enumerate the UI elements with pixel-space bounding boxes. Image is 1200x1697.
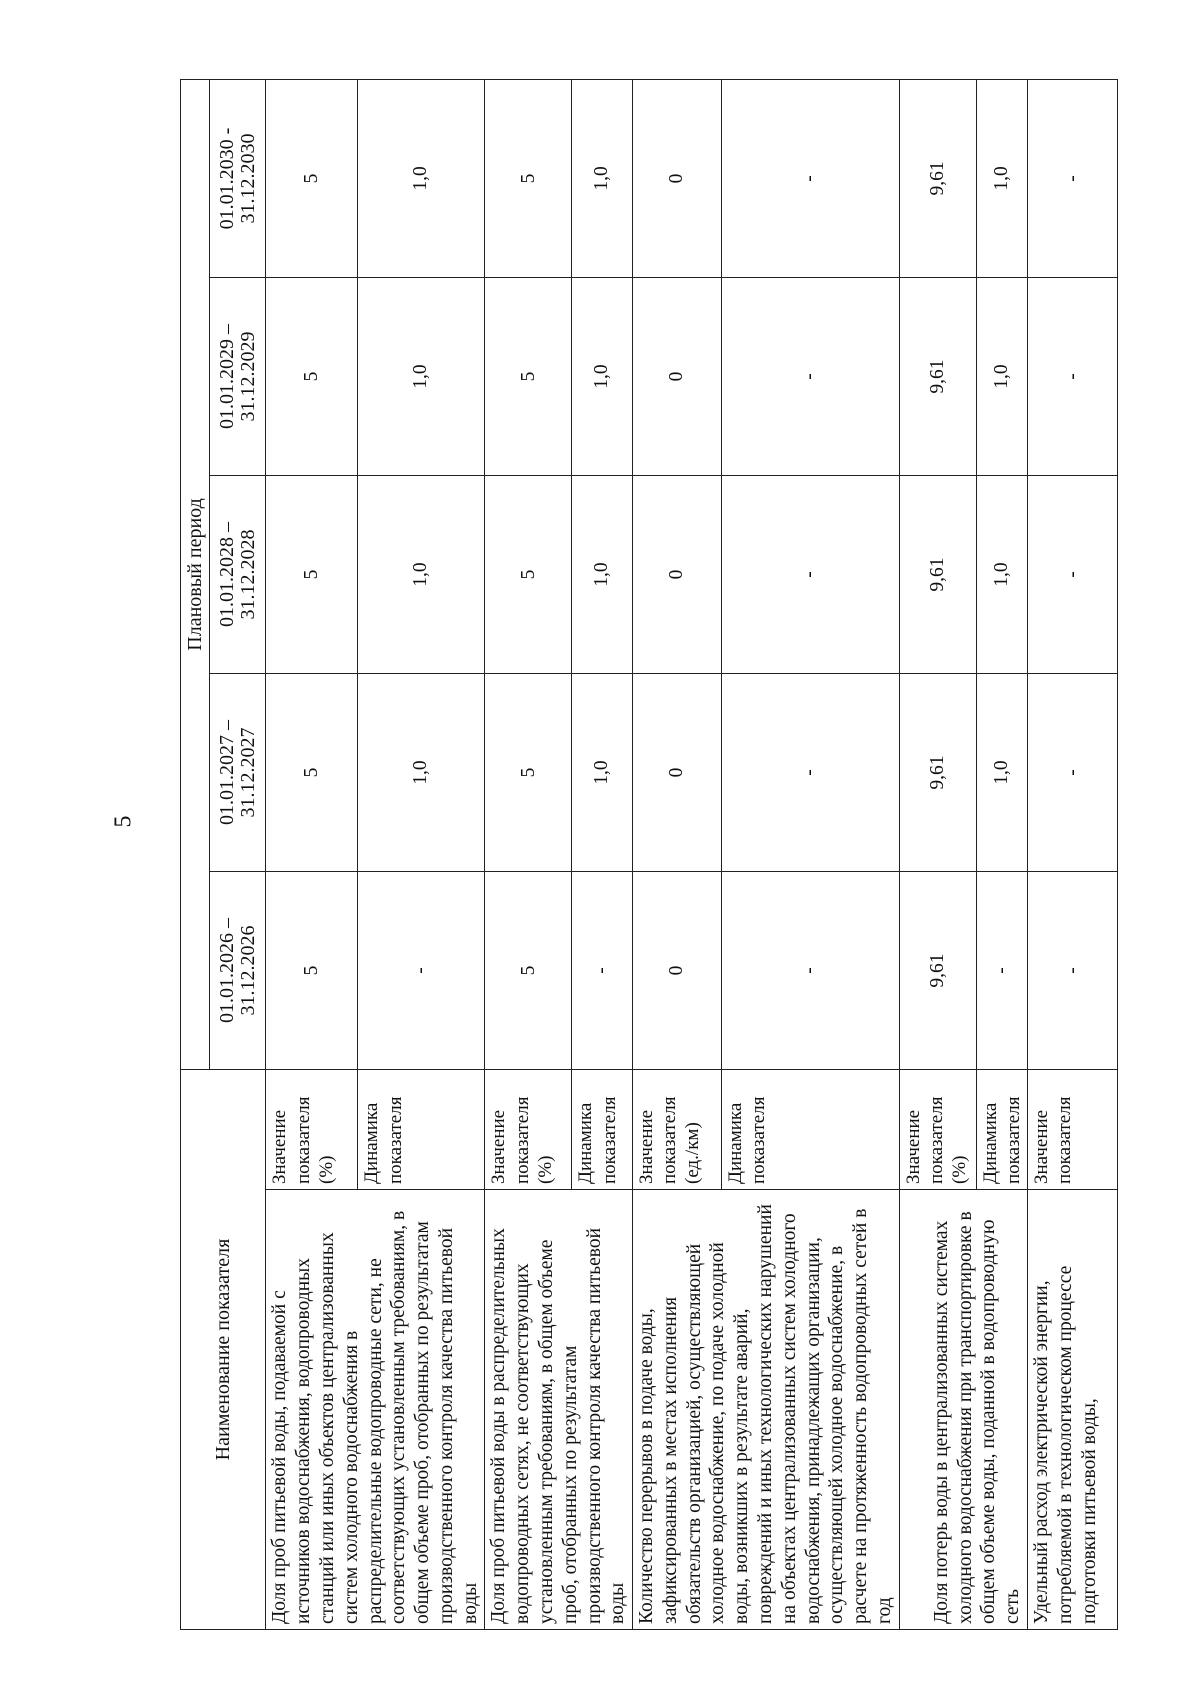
value-cell: - xyxy=(1028,79,1118,277)
value-cell: 9,61 xyxy=(899,872,976,1070)
name-column-header: Наименование показателя xyxy=(181,1070,266,1630)
value-cell: 1,0 xyxy=(976,476,1027,674)
value-cell: - xyxy=(1028,674,1118,872)
indicator-type: Динамика показателя xyxy=(976,1070,1027,1190)
value-cell: 1,0 xyxy=(358,79,485,277)
value-cell: 1,0 xyxy=(572,476,633,674)
period-header: 01.01.2028 – 31.12.2028 xyxy=(210,476,266,674)
value-cell: 0 xyxy=(633,476,721,674)
indicator-type: Динамика показателя xyxy=(572,1070,633,1190)
page-number: 5 xyxy=(110,815,137,828)
value-cell: 1,0 xyxy=(976,79,1027,277)
value-cell: - xyxy=(721,476,899,674)
indicator-type: Значение показателя (%) xyxy=(899,1070,976,1190)
value-cell: 1,0 xyxy=(572,278,633,476)
value-cell: 1,0 xyxy=(572,79,633,277)
value-cell: 5 xyxy=(485,79,572,277)
indicator-name: Удельный расход электрической энергии, потребляемой в технологическом процессе подготовки питьевой воды, xyxy=(1028,1190,1118,1630)
indicator-type: Значение показателя xyxy=(1028,1070,1118,1190)
period-header: 01.01.2026 – 31.12.2026 xyxy=(210,872,266,1070)
value-cell: 5 xyxy=(485,872,572,1070)
value-cell: 5 xyxy=(266,674,358,872)
period-header: 01.01.2027 – 31.12.2027 xyxy=(210,674,266,872)
value-cell: 5 xyxy=(266,79,358,277)
value-cell: - xyxy=(1028,872,1118,1070)
indicator-name: Доля потерь воды в централизованных системах холодного водоснабжения при транспортировке в общем объеме воды, поданной в водопроводную сеть xyxy=(899,1190,1027,1630)
value-cell: 1,0 xyxy=(358,476,485,674)
value-cell: 9,61 xyxy=(899,476,976,674)
table-row xyxy=(899,79,976,1629)
period-header: 01.01.2030 - 31.12.2030 xyxy=(210,79,266,277)
value-cell: - xyxy=(572,872,633,1070)
value-cell: 1,0 xyxy=(976,278,1027,476)
value-cell: 0 xyxy=(633,278,721,476)
value-cell: - xyxy=(358,872,485,1070)
indicator-type: Динамика показателя xyxy=(358,1070,485,1190)
value-cell: 0 xyxy=(633,79,721,277)
value-cell: 5 xyxy=(485,674,572,872)
value-cell: 0 xyxy=(633,674,721,872)
value-cell: 5 xyxy=(485,476,572,674)
indicator-type: Значение показателя (ед./км) xyxy=(633,1070,721,1190)
table-row xyxy=(266,79,358,1629)
value-cell: - xyxy=(721,674,899,872)
indicator-type: Динамика показателя xyxy=(721,1070,899,1190)
value-cell: - xyxy=(721,79,899,277)
table-row xyxy=(633,79,721,1629)
value-cell: 5 xyxy=(485,278,572,476)
indicator-name: Доля проб питьевой воды в распределительных водопроводных сетях, не соответствующих установленным требованиям, в общем объеме проб, отобранных по результатам производственного контроля качества питьевой воды xyxy=(485,1190,633,1630)
indicator-name: Доля проб питьевой воды, подаваемой с источников водоснабжения, водопроводных станций или иных объектов централизованных систем холодного водоснабжения в распределительные водопроводные сети, не соответствующих установленным требованиям, в общем объеме проб, отобранных по результатам производственного контроля качества питьевой воды xyxy=(266,1190,485,1630)
value-cell: - xyxy=(976,872,1027,1070)
period-header: 01.01.2029 – 31.12.2029 xyxy=(210,278,266,476)
table-row xyxy=(485,79,572,1629)
value-cell: 0 xyxy=(633,872,721,1070)
value-cell: 1,0 xyxy=(572,674,633,872)
value-cell: 1,0 xyxy=(358,674,485,872)
value-cell: 1,0 xyxy=(358,278,485,476)
value-cell: 9,61 xyxy=(899,79,976,277)
indicator-type: Значение показателя (%) xyxy=(485,1070,572,1190)
plan-period-header: Плановый период xyxy=(181,79,210,1069)
value-cell: - xyxy=(721,278,899,476)
value-cell: - xyxy=(1028,278,1118,476)
indicator-name: Количество перерывов в подаче воды, зафиксированных в местах исполнения обязательств организацией, осуществляющей холодное водоснабжение, по подаче холодной воды, возникших в результате аварий, повреждений и иных технологических нарушений на объектах централизованных систем холодного водоснабжения, принадлежащих организации, осуществляющей холодное водоснабжение, в расчете на протяженность водопроводных сетей в год xyxy=(633,1190,900,1630)
indicators-table xyxy=(180,79,1118,1630)
value-cell: 1,0 xyxy=(976,674,1027,872)
value-cell: 5 xyxy=(266,872,358,1070)
value-cell: 9,61 xyxy=(899,278,976,476)
value-cell: 5 xyxy=(266,476,358,674)
value-cell: 9,61 xyxy=(899,674,976,872)
value-cell: 5 xyxy=(266,278,358,476)
rotated-table-container xyxy=(180,80,1100,1630)
value-cell: - xyxy=(721,872,899,1070)
table-row xyxy=(1028,79,1118,1629)
value-cell: - xyxy=(1028,476,1118,674)
indicator-type: Значение показателя (%) xyxy=(266,1070,358,1190)
